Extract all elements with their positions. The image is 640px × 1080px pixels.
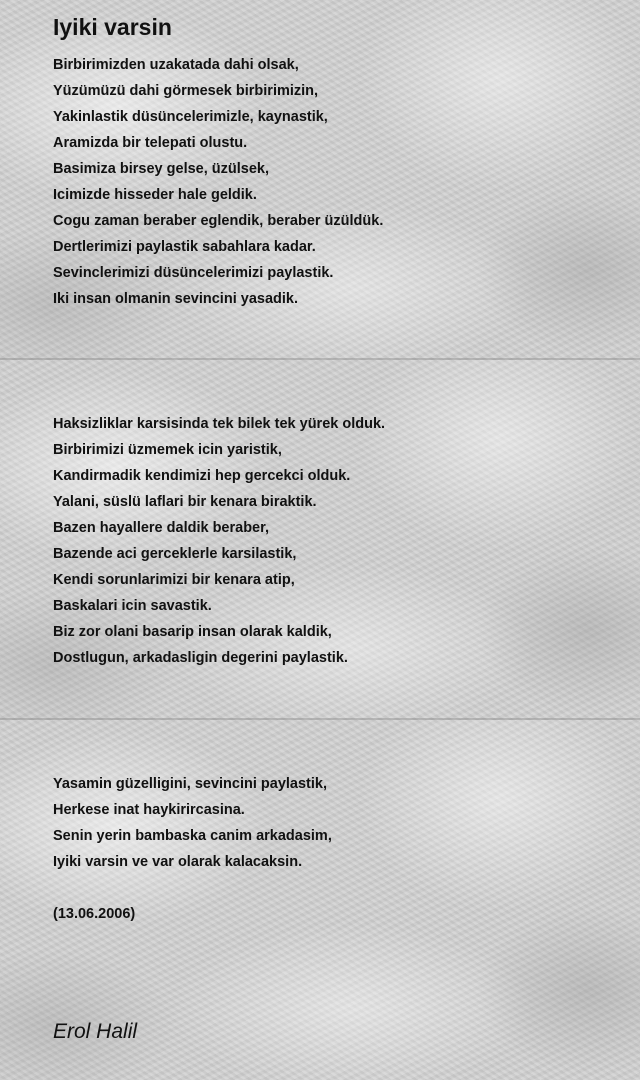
poem-line: Sevinclerimizi düsüncelerimizi paylastik.: [53, 265, 334, 281]
poem-line: Iki insan olmanin sevincini yasadik.: [53, 291, 298, 307]
poem-line: Cogu zaman beraber eglendik, beraber üzüldük.: [53, 213, 384, 229]
poem-line: Dostlugun, arkadasligin degerini paylastik.: [53, 650, 348, 666]
poem-line: Kandirmadik kendimizi hep gercekci olduk.: [53, 468, 351, 484]
poem-line: Dertlerimizi paylastik sabahlara kadar.: [53, 239, 316, 255]
poem-date: (13.06.2006): [53, 906, 136, 922]
poem-line: Iyiki varsin ve var olarak kalacaksin.: [53, 854, 303, 870]
poem-line: Birbirimizi üzmemek icin yaristik,: [53, 442, 282, 458]
poem-line: Aramizda bir telepati olustu.: [53, 135, 248, 151]
poem-line: Yüzümüzü dahi görmesek birbirimizin,: [53, 83, 319, 99]
poem-line: Biz zor olani basarip insan olarak kaldik,: [53, 624, 332, 640]
poem-line: Basimiza birsey gelse, üzülsek,: [53, 161, 269, 177]
poem-line: Senin yerin bambaska canim arkadasim,: [53, 828, 332, 844]
poem-line: Bazen hayallere daldik beraber,: [53, 520, 269, 536]
poem-line: Yasamin güzelligini, sevincini paylastik,: [53, 776, 327, 792]
poem-line: Kendi sorunlarimizi bir kenara atip,: [53, 572, 295, 588]
poem-title: Iyiki varsin: [53, 14, 172, 40]
poem-line: Baskalari icin savastik.: [53, 598, 212, 614]
stanza-2: [53, 411, 385, 671]
poem-line: Yakinlastik düsüncelerimizle, kaynastik,: [53, 109, 328, 125]
poem-line: Bazende aci gerceklerle karsilastik,: [53, 546, 297, 562]
poem-line: Yalani, süslü laflari bir kenara biraktik.: [53, 494, 317, 510]
poem-line: Icimizde hisseder hale geldik.: [53, 187, 257, 203]
poem-line: Herkese inat haykirircasina.: [53, 802, 245, 818]
stanza-3: [53, 771, 332, 875]
stanza-1: [53, 52, 383, 312]
poem-line: Birbirimizden uzakatada dahi olsak,: [53, 57, 299, 73]
poem-author: Erol Halil: [53, 1020, 138, 1043]
poem-line: Haksizliklar karsisinda tek bilek tek yürek olduk.: [53, 416, 386, 432]
